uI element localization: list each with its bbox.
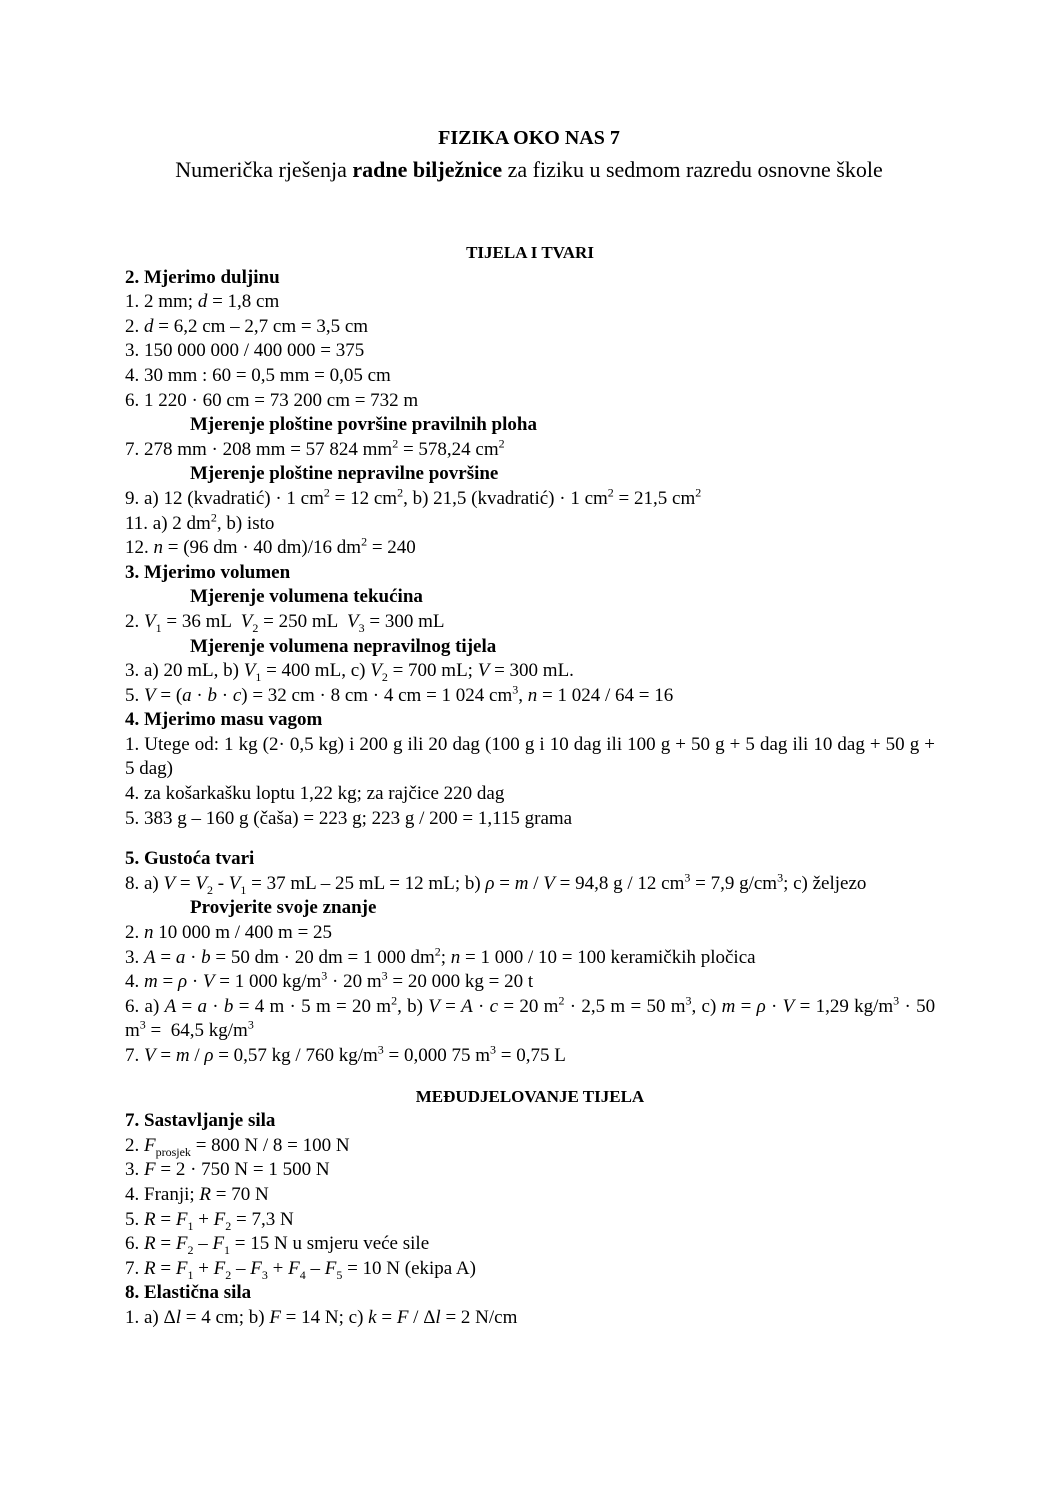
subheading-provjerite-znanje: Provjerite svoje znanje bbox=[190, 897, 377, 919]
subtitle-post: za fiziku u sedmom razredu osnovne škole bbox=[502, 157, 883, 182]
answer-line: 11. a) 2 $dm^2$, b) isto bbox=[125, 510, 275, 534]
answer-line: 1. Utege od: 1 kg (2· 0,5 kg) i 200 g ili 20 dag (100 g i 10 dag ili 100 g + 50 g + 5 dag ili 10 dag + 50 g + 5 dag) bbox=[125, 733, 935, 780]
heading-sastavljanje-sila: 7. Sastavljanje sila bbox=[125, 1110, 276, 1132]
heading-mjerimo-duljinu: 2. Mjerimo duljinu bbox=[125, 266, 280, 288]
answer-line: 4. za košarkašku loptu 1,22 kg; za rajčice 220 dag bbox=[125, 783, 505, 805]
answer-line: 12. n = (96 dm · 40 dm)/16 $dm^2 = 240$ bbox=[125, 534, 416, 559]
answer-line: 4. Franji; R = 70 N bbox=[125, 1183, 269, 1205]
solutions-content bbox=[125, 241, 935, 1331]
answer-line: 5. V = (a · b · c) = 32 cm · 8 cm · 4 cm = 1 024 $cm^3$, n = 1 024 / 64 = 16 bbox=[125, 682, 674, 706]
answer-line: 2. $V_1 = 36$ mL $V_2 = 250$ mL $V_3 = 300$ mL bbox=[125, 610, 445, 635]
heading-gustoca-tvari: 5. Gustoća tvari bbox=[125, 848, 255, 870]
answer-line: 1. a) Δl = 4 cm; b) F = 14 N; c) k = F / Δl = 2 N/cm bbox=[125, 1306, 518, 1328]
answer-line: 1. 2 mm; d = 1,8 cm bbox=[125, 291, 280, 313]
spacer bbox=[125, 831, 935, 847]
subheading-plostina-pravilnih: Mjerenje ploštine površine pravilnih ploha bbox=[190, 414, 537, 436]
answer-line: 4. 30 mm : 60 = 0,5 mm = 0,05 cm bbox=[125, 364, 391, 386]
answer-line: 7. $R = F_1 + F_2 - F_3 + F_4 - F_5 = 10$ N (ekipa A) bbox=[125, 1257, 476, 1282]
answer-line: 2. $F_{prosjek} = 800$ N / 8 = 100 N bbox=[125, 1134, 350, 1159]
subheading-plostina-nepravilne: Mjerenje ploštine nepravilne površine bbox=[190, 463, 499, 485]
answer-line: 3. a) 20 mL, b) $V_1 = 400$ mL, c) $V_2 = 700$ mL; V = 300 mL. bbox=[125, 660, 574, 684]
answer-line: 6. $R = F_2 - F_1 = 15$ N u smjeru veće sile bbox=[125, 1233, 430, 1257]
answer-line: 2. d = 6,2 cm – 2,7 cm = 3,5 cm bbox=[125, 315, 369, 337]
answer-line: 6. a) A = a · b = 4 m · 5 m = 20 $m^2$, b) V = A · c = 20 $m^2 \cdot 2,5$ m = 50 $m^3$, c) m = ρ · V = 1,29 $kg/m^3 \cdot 50$ $m^3 = 64,5$ $kg/m^3$ bbox=[125, 993, 936, 1042]
subheading-volumen-tijela: Mjerenje volumena nepravilnog tijela bbox=[190, 635, 497, 657]
document-subtitle bbox=[0, 156, 1058, 184]
answer-line: 4. m = ρ · V = 1 000 $kg/m^3 \cdot 20$ $m^3 = 20$ 000 kg = 20 t bbox=[125, 968, 534, 993]
answer-line: 3. 150 000 000 / 400 000 = 375 bbox=[125, 340, 365, 362]
subtitle-bold: radne bilježnice bbox=[352, 157, 503, 182]
answer-line: 3. F = 2 · 750 N = 1 500 N bbox=[125, 1159, 330, 1181]
heading-mjerimo-masu: 4. Mjerimo masu vagom bbox=[125, 709, 323, 731]
answer-line: 7. 278 mm · 208 mm = 57 824 $mm^2 = 578,24$ $cm^2$ bbox=[125, 436, 505, 460]
answer-line: 5. $R = F_1 + F_2 = 7,3$ N bbox=[125, 1208, 294, 1233]
subtitle-pre: Numerička rješenja bbox=[175, 157, 353, 182]
answer-line: 2. n 10 000 m / 400 m = 25 bbox=[125, 922, 333, 944]
section-heading-medudjelovanje: MEĐUDJELOVANJE TIJELA bbox=[415, 1086, 645, 1106]
document-title: FIZIKA OKO NAS 7 bbox=[438, 127, 620, 149]
answer-line: 9. a) 12 (kvadratić) · 1 $cm^2 = 12$ $cm^2$, b) 21,5 (kvadratić) · 1 $cm^2 = 21,5$ $cm^2$ bbox=[125, 485, 702, 509]
heading-elasticna-sila: 8. Elastična sila bbox=[125, 1282, 252, 1304]
answer-line: 5. 383 g – 160 g (čaša) = 223 g; 223 g / 200 = 1,115 grama bbox=[125, 807, 573, 829]
answer-line: 6. 1 220 · 60 cm = 73 200 cm = 732 m bbox=[125, 389, 419, 411]
section-heading-tijela-i-tvari: TIJELA I TVARI bbox=[466, 243, 594, 262]
subheading-volumen-tekucina: Mjerenje volumena tekućina bbox=[190, 586, 423, 608]
heading-mjerimo-volumen: 3. Mjerimo volumen bbox=[125, 561, 291, 583]
answer-line: 3. A = a · b = 50 dm · 20 dm = 1 000 $dm^2$; n = 1 000 / 10 = 100 keramičkih pločica bbox=[125, 944, 756, 968]
spacer bbox=[125, 1069, 935, 1085]
answer-line: 7. V = m / ρ = 0,57 kg / 760 $kg/m^3 = 0,000$ 75 $m^3 = 0,75$ L bbox=[125, 1042, 566, 1066]
answer-line: 8. a) $V = V_2 - V_1 = 37$ mL – 25 mL = 12 mL; b) ρ = m / V = 94,8 g / 12 $cm^3 = 7,9$ $g/cm^3$; c) željezo bbox=[125, 870, 867, 897]
